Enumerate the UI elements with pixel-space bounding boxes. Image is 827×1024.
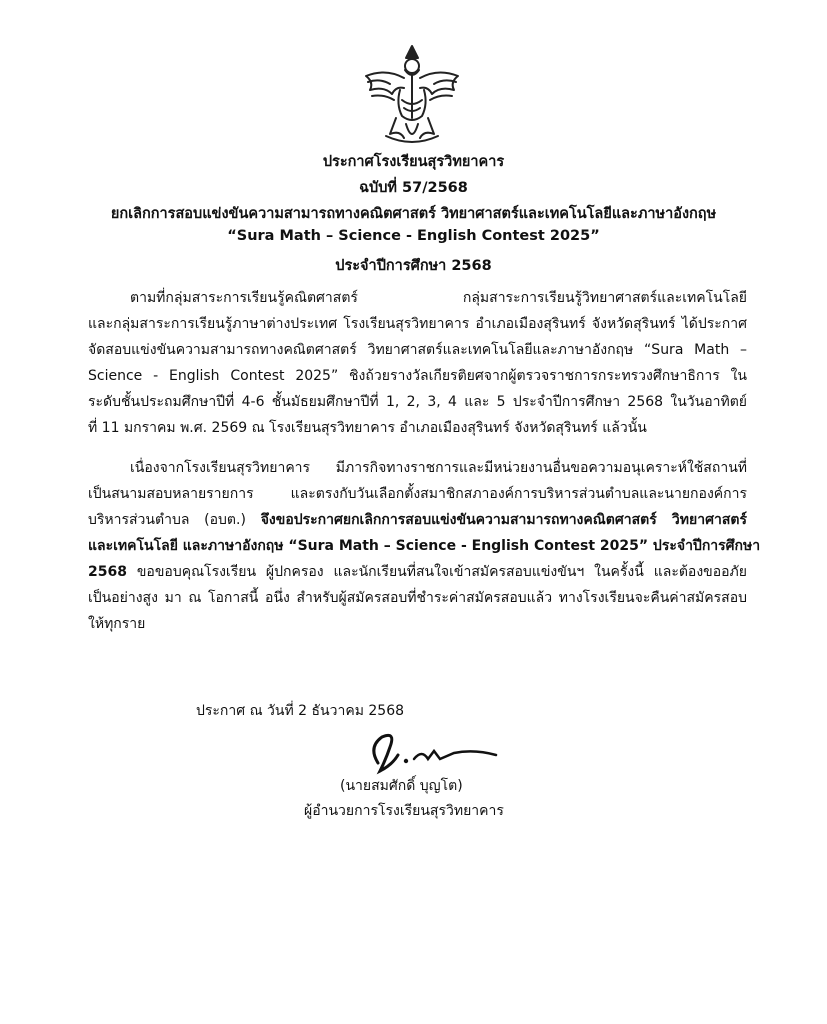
announcement-date: ประกาศ ณ วันที่ 2 ธันวาคม 2568 <box>196 703 405 719</box>
signer-title: ผู้อำนวยการโรงเรียนสุรวิทยาคาร <box>304 803 504 819</box>
contest-name: “Sura Math – Science - English Contest 2025” <box>227 228 600 244</box>
cancellation-statement: จึงขอประกาศยกเลิกการสอบแข่งขันความสามารถทางคณิตศาสตร์ วิทยาศาสตร์ <box>260 512 747 528</box>
paragraph-2-line <box>88 562 747 582</box>
paragraph-1-line: ตามที่กลุ่มสาระการเรียนรู้คณิตศาสตร์ กลุ่มสาระการเรียนรู้วิทยาศาสตร์และเทคโนโลยี <box>130 290 747 306</box>
announcement-subject: ยกเลิกการสอบแข่งขันความสามารถทางคณิตศาสตร์ วิทยาศาสตร์และเทคโนโลยีและภาษาอังกฤษ <box>110 206 717 222</box>
signer-name: (นายสมศักดิ์ บุญโต) <box>340 778 463 794</box>
paragraph-2-line-bold: และเทคโนโลยี และภาษาอังกฤษ “Sura Math – Science - English Contest 2025” ประจำปีการศึกษา <box>88 538 761 554</box>
paragraph-2-line: ให้ทุกราย <box>88 616 146 632</box>
paragraph-2-line: เนื่องจากโรงเรียนสุรวิทยาคาร มีภารกิจทางราชการและมีหน่วยงานอื่นขอความอนุเคราะห์ใช้สถานที่ <box>130 460 747 476</box>
paragraph-2-line: เป็นสนามสอบหลายรายการ และตรงกับวันเลือกตั้งสมาชิกสภาองค์การบริหารส่วนตำบลและนายกองค์การ <box>88 486 747 502</box>
year-bold: 2568 <box>88 564 127 580</box>
paragraph-2-text: ขอขอบคุณโรงเรียน ผู้ปกครอง และนักเรียนที่สนใจเข้าสมัครสอบแข่งขันฯ ในครั้งนี้ และต้องขออภัย <box>136 564 747 580</box>
paragraph-1-line: ที่ 11 มกราคม พ.ศ. 2569 ณ โรงเรียนสุรวิทยาคาร อำเภอเมืองสุรินทร์ จังหวัดสุรินทร์ แล้วนั้น <box>88 420 647 436</box>
announcement-title: ประกาศโรงเรียนสุรวิทยาคาร <box>322 154 505 170</box>
academic-year: ประจำปีการศึกษา 2568 <box>335 258 492 274</box>
garuda-emblem-icon <box>356 38 468 150</box>
signature-image <box>356 725 506 780</box>
paragraph-1-line: จัดสอบแข่งขันความสามารถทางคณิตศาสตร์ วิทยาศาสตร์และเทคโนโลยีและภาษาอังกฤษ “Sura Math – <box>88 342 747 358</box>
announcement-number: ฉบับที่ 57/2568 <box>359 180 468 196</box>
paragraph-1-line: ระดับชั้นประถมศึกษาปีที่ 4-6 ชั้นมัธยมศึกษาปีที่ 1, 2, 3, 4 และ 5 ประจำปีการศึกษา 2568 ในวันอาทิตย์ <box>88 394 747 410</box>
paragraph-2-text: บริหารส่วนตำบล (อบต.) <box>88 512 246 528</box>
paragraph-2-line: เป็นอย่างสูง มา ณ โอกาสนี้ อนึ่ง สำหรับผู้สมัครสอบที่ชำระค่าสมัครสอบแล้ว ทางโรงเรียนจะคืนค่าสมัครสอบ <box>88 590 747 606</box>
paragraph-2-line <box>88 510 747 530</box>
paragraph-1-line: Science - English Contest 2025” ชิงถ้วยรางวัลเกียรติยศจากผู้ตรวจราชการกระทรวงศึกษาธิการ ใน <box>88 368 747 384</box>
paragraph-1-line: และกลุ่มสาระการเรียนรู้ภาษาต่างประเทศ โรงเรียนสุรวิทยาคาร อำเภอเมืองสุรินทร์ จังหวัดสุรินทร์ ได้ประกาศ <box>88 316 747 332</box>
